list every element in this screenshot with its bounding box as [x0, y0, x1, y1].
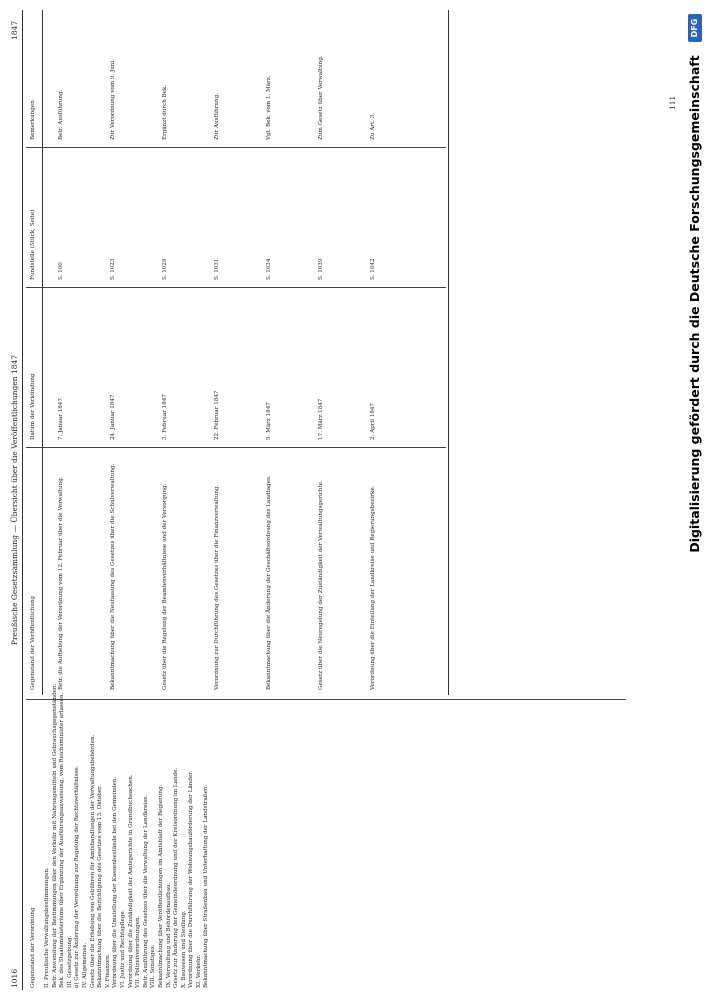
entry-subject: Verordnung zur Durchführung des Gesetzes über die Finanzverwaltung.	[214, 484, 220, 690]
entry-note: Zu Art. 3.	[370, 112, 376, 140]
column-divider	[26, 287, 446, 288]
dfg-watermark-text: Digitalisierung gefördert durch die Deutsche Forschungsgemeinschaft	[687, 55, 702, 553]
column-divider	[26, 147, 446, 148]
left-line: III. Gesetzgebung.	[66, 935, 73, 988]
entry-subject: Bekanntmachung über die Änderung der Geschäftsordnung des Landtages.	[266, 475, 272, 690]
entry-reference: S. 100	[58, 262, 64, 280]
column-divider	[26, 447, 446, 448]
left-line: Bek. des Staatsministeriums über Ergänzung der Ausführungsanweisung, vom Reichsminister erlassen.	[59, 692, 66, 988]
entry-note: Zum Gesetz über Verwaltung.	[318, 55, 324, 140]
left-line: Bekanntmachung über Veröffentlichungen im Amtsblatt der Regierung.	[157, 784, 164, 988]
dfg-watermark	[686, 14, 704, 594]
entry-reference: S. 1042	[370, 258, 376, 280]
left-line: Verordnung über die Zuständigkeit der Amtsgerichte in Grundbuchsachen.	[127, 774, 134, 988]
left-line: IV. Allgemeines.	[81, 942, 88, 988]
left-line: a) Gesetz zur Änderung der Verordnung zur Regelung der Rechtsverhältnisse.	[74, 765, 81, 988]
header-rule	[22, 10, 23, 990]
entry-note: Zur Ausführung.	[214, 93, 220, 140]
entry-reference: S. 1031	[214, 258, 220, 280]
entry-subject: Verordnung über die Einteilung der Landkreise und Regierungsbezirke.	[370, 485, 376, 690]
left-line: Gesetz zur Änderung der Gemeindeordnung und der Kreisordnung im Lande.	[173, 767, 180, 988]
left-line: XI. Verkehr.	[195, 954, 202, 988]
left-line: Verordnung über die Durchführung der Wohnungsbauförderung der Länder.	[188, 770, 195, 988]
table-bottom-rule	[448, 10, 449, 695]
left-line: Betr. Anwendung der Bestimmungen über den Verkehr mit Nahrungsmitteln und Gebrauchsgegenständen.	[51, 683, 58, 988]
entry-date: 22. Februar 1847	[214, 390, 220, 440]
left-line: VI. Justiz und Rechtspflege.	[119, 909, 126, 988]
left-line: IX. Verwaltung und Behördenaufbau.	[165, 882, 172, 988]
left-line: X. Bauwesen und Siedlung.	[180, 910, 187, 988]
entry-reference: S. 1023	[110, 258, 116, 280]
entry-note: Zur Verordnung vom 9. Juni.	[110, 59, 116, 140]
column-header-date: Datum der Verkündung	[30, 373, 36, 440]
page-number-left: 1016	[10, 968, 19, 988]
table-header-rule	[42, 10, 43, 695]
column-divider	[26, 699, 626, 700]
entry-date: 7. Januar 1847	[58, 398, 64, 440]
page-header: Preußische Gesetzsammlung — Übersicht über die Veröffentlichungen 1847	[10, 354, 19, 646]
entry-note: Betr. Ausführung.	[58, 89, 64, 140]
left-line: Gesetz über die Erhebung von Gebühren für Amtshandlungen der Verwaltungsbehörden.	[89, 734, 96, 988]
left-block-text	[44, 683, 211, 988]
entry-date: 5. März 1847	[266, 402, 272, 440]
left-line: Bekanntmachung über Straßenbau und Unterhaltung der Landstraßen.	[203, 784, 210, 988]
entry-subject: Bekanntmachung über die Neufassung des Gesetzes über die Schulverwaltung.	[110, 463, 116, 690]
entry-date: 17. März 1847	[318, 398, 324, 440]
left-line: Bekanntmachung über die Berichtigung des Gesetzes vom 13. Oktober.	[97, 785, 104, 988]
entry-date: 2. April 1847	[370, 402, 376, 440]
dfg-logo-text: DFG	[690, 18, 699, 38]
column-header-subject: Gegenstand der Veröffentlichung	[30, 595, 36, 690]
column-header-notes: Bemerkungen	[30, 100, 36, 140]
entry-date: 3. Februar 1847	[162, 394, 168, 440]
left-line: VIII. Sonstiges.	[150, 944, 157, 988]
dfg-logo	[688, 14, 702, 42]
column-header-reference: Fundstelle (Stück, Seite)	[30, 209, 36, 280]
left-line: II. Preußische Verwaltungsbestimmungen.	[44, 867, 50, 988]
entry-note: Ergänzt durch Bek.	[162, 84, 168, 140]
left-line: Betr. Ausführung des Gesetzes über die Verwaltung der Landkreise.	[142, 794, 149, 988]
left-block-heading: Gegenstand der Verordnung	[30, 907, 36, 988]
left-line: V. Finanzen.	[104, 953, 111, 988]
entry-subject: Gesetz über die Neuregelung der Zuständigkeit der Verwaltungsgerichte.	[318, 480, 324, 690]
entry-reference: S. 1029	[162, 258, 168, 280]
entry-reference: S. 1039	[318, 258, 324, 280]
page-number-right: 1847	[10, 20, 19, 40]
left-line: Verordnung über die Umstellung der Kassenbestände bei den Gemeinden.	[112, 776, 119, 988]
entry-subject: Gesetz über die Regelung der Beamtenverhältnisse und der Versorgung.	[162, 483, 168, 690]
page-number-bottom: 111	[668, 95, 677, 110]
entry-subject: Betr. die Aufhebung der Verordnung vom 12. Februar über die Verwaltung.	[58, 476, 64, 690]
left-line: VII. Polizeiverordnungen.	[135, 915, 142, 988]
entry-date: 24. Januar 1847	[110, 394, 116, 440]
entry-note: Vgl. Bek. vom 1. März.	[266, 75, 272, 140]
entry-reference: S. 1034	[266, 258, 272, 280]
